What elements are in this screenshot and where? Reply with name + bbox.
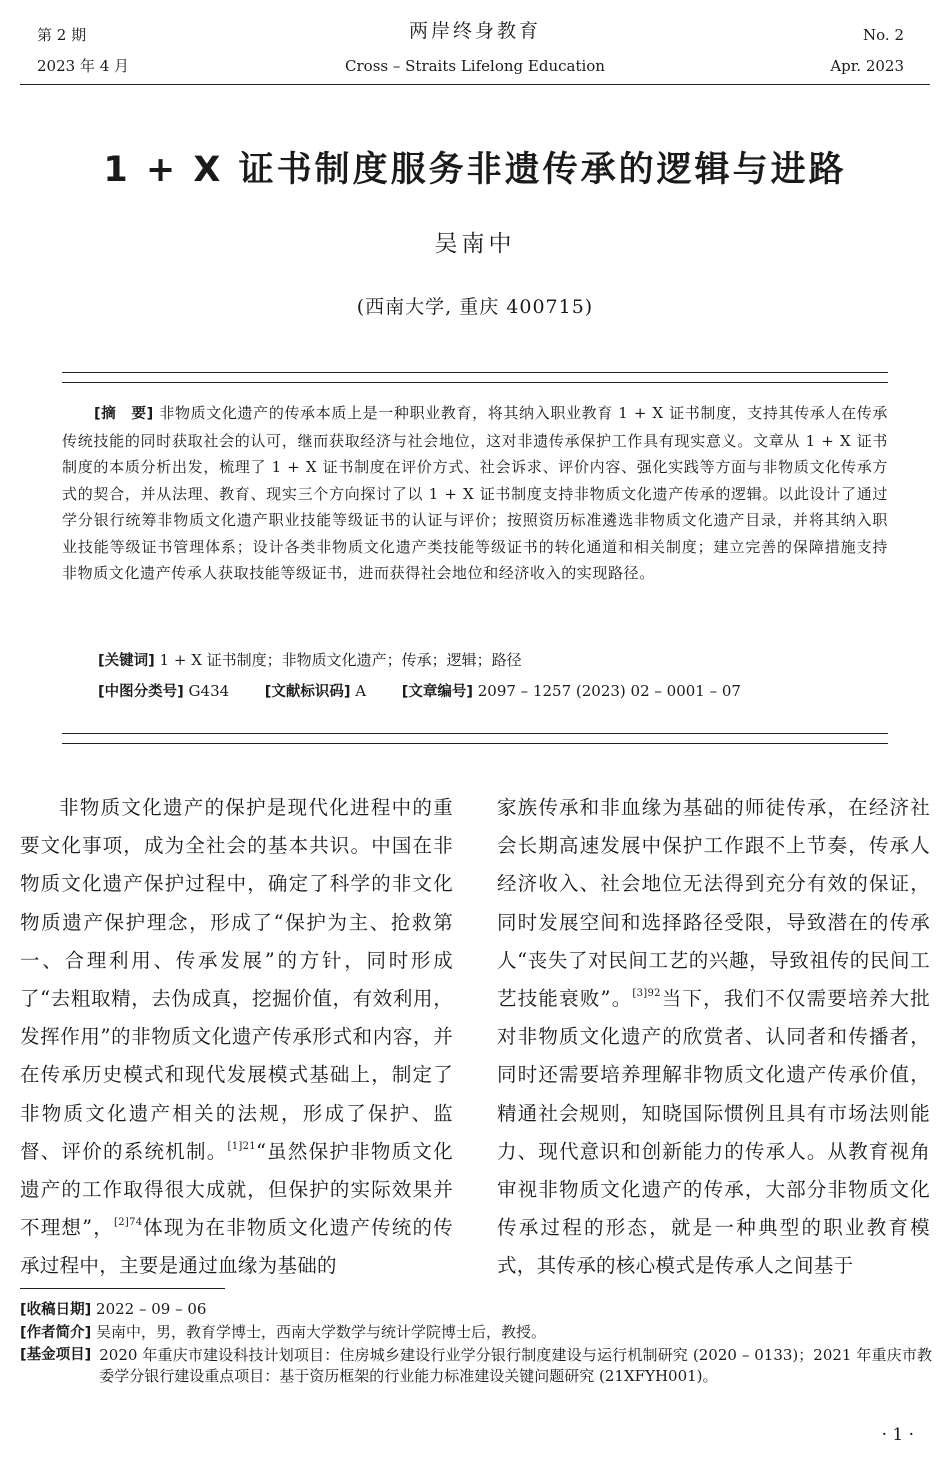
- abstract-bottom-rule-2: [62, 743, 888, 744]
- doc-code-value: A: [355, 682, 367, 700]
- keywords: 1 + X 证书制度；非物质文化遗产；传承；逻辑；路径: [159, 651, 522, 669]
- abstract-top-rule-1: [62, 372, 888, 373]
- footnote-fund: [20, 1345, 932, 1387]
- abstract-label: [摘 要]: [94, 406, 154, 422]
- body-text-right-b: 当下，我们不仅需要培养大批对非物质文化遗产的欣赏者、认同者和传播者，同时还需要培养理解非物质文化遗产传承价值，精通社会规则，知晓国际惯例且具有市场法则能力、现代意识和创新能力的传承人。从教育视角审视非物质文化遗产的传承，大部分非物质文化传承过程的形态，就是一种典型的职业教育模式，其传承的核心模式是传承人之间基于: [497, 987, 930, 1278]
- page-number: · 1 ·: [881, 1425, 914, 1445]
- body-column-left: [20, 789, 453, 1286]
- article-no-label: [文章编号]: [401, 684, 473, 700]
- author-affiliation: (西南大学, 重庆 400715): [356, 296, 594, 318]
- author-info: 吴南中，男，教育学博士，西南大学数学与统计学院博士后，教授。: [96, 1323, 547, 1341]
- body-paragraph-continued: [497, 789, 930, 1286]
- footnote-received: [20, 1299, 932, 1321]
- doc-code-label: [文献标识码]: [264, 684, 351, 700]
- issue-date-cn: 2023 年 4 月: [37, 57, 130, 75]
- article-no-value: 2097 – 1257 (2023) 02 – 0001 – 07: [477, 682, 741, 700]
- issue-number-cn: 第 2 期: [37, 26, 87, 44]
- body-text-left-a: 非物质文化遗产的保护是现代化进程中的重要文化事项，成为全社会的基本共识。中国在非物质文化遗产保护过程中，确定了科学的非文化物质遗产保护理念，形成了“保护为主、抢救第一、合理利用、传承发展”的方针，同时形成了“去粗取精，去伪成真，挖掘价值，有效利用，发挥作用”的非物质文化遗产传承形式和内容，并在传承历史模式和现代发展模式基础上，制定了非物质文化遗产相关的法规，形成了保护、监督、评价的系统机制。: [20, 796, 453, 1163]
- abstract-top-rule-2: [62, 382, 888, 383]
- body-text-left-b: “虽然保护非物质文化遗产的工作取得很大成就，但保护的实际效果并不理想”，: [20, 1139, 453, 1240]
- classification-line: [98, 680, 741, 703]
- article-title: 1 + X 证书制度服务非遗传承的逻辑与进路: [103, 150, 847, 190]
- received-label: [收稿日期]: [20, 1302, 92, 1318]
- keywords-label: [关键词]: [98, 653, 155, 669]
- received-date: 2022 – 09 – 06: [96, 1300, 207, 1318]
- clc-value: G434: [188, 682, 230, 700]
- journal-name-cn: 两岸终身教育: [408, 20, 541, 42]
- abstract: [62, 400, 888, 587]
- fund-info: 2020 年重庆市建设科技计划项目：住房城乡建设行业学分银行制度建设与运行机制研究 (2020 – 0133)；2021 年重庆市教委学分银行建设重点项目：基于资历框架的行业能力标准建设关键问题研究 (21XFYH001)。: [99, 1346, 932, 1385]
- body-paragraph: [20, 789, 453, 1286]
- journal-name-en: Cross – Straits Lifelong Education: [345, 57, 605, 75]
- issue-number-en: No. 2: [863, 26, 904, 44]
- footnote-author: [20, 1322, 932, 1344]
- abstract-text: 非物质文化遗产的传承本质上是一种职业教育，将其纳入职业教育 1 + X 证书制度，支持其传承人在传承传统技能的同时获取社会的认可，继而获取经济与社会地位，这对非遗传承保护工作具有现实意义。文章从 1 + X 证书制度的本质分析出发，梳理了 1 + X 证书制度在评价方式、社会诉求、评价内容、强化实践等方面与非物质文化传承方式的契合，并从法理、教育、现实三个方向探讨了以 1 + X 证书制度支持非物质文化遗产传承的逻辑。以此设计了通过学分银行统筹非物质文化遗产职业技能等级证书的认证与评价；按照资历标准遴选非物质文化遗产目录，并将其纳入职业技能等级证书管理体系；设计各类非物质文化遗产类技能等级证书的转化通道和相关制度；建立完善的保障措施支持非物质文化遗产传承人获取技能等级证书，进而获得社会地位和经济收入的实现路径。: [62, 404, 889, 582]
- issue-date-en: Apr. 2023: [830, 57, 904, 75]
- keywords-line: [98, 649, 522, 672]
- body-text-left-c: 体现为在非物质文化遗产传统的传承过程中，主要是通过血缘为基础的: [20, 1216, 453, 1278]
- clc-label: [中图分类号]: [98, 684, 184, 700]
- author-info-label: [作者简介]: [20, 1325, 92, 1341]
- body-column-right: [497, 789, 930, 1286]
- footnote-rule: [20, 1288, 225, 1289]
- citation-1: [1]21: [227, 1140, 256, 1152]
- abstract-bottom-rule-1: [62, 733, 888, 734]
- header-rule: [20, 84, 930, 85]
- fund-label: [基金项目]: [20, 1347, 92, 1363]
- body-text-right-a: 家族传承和非血缘为基础的师徒传承，在经济社会长期高速发展中保护工作跟不上节奏，传承人经济收入、社会地位无法得到充分有效的保证，同时发展空间和选择路径受限，导致潜在的传承人“丧失了对民间工艺的兴趣，导致祖传的民间工艺技能衰败”。: [497, 796, 930, 1011]
- author-name: 吴南中: [434, 231, 516, 257]
- citation-3: [3]92: [632, 988, 661, 1000]
- citation-2: [2]74: [114, 1217, 143, 1229]
